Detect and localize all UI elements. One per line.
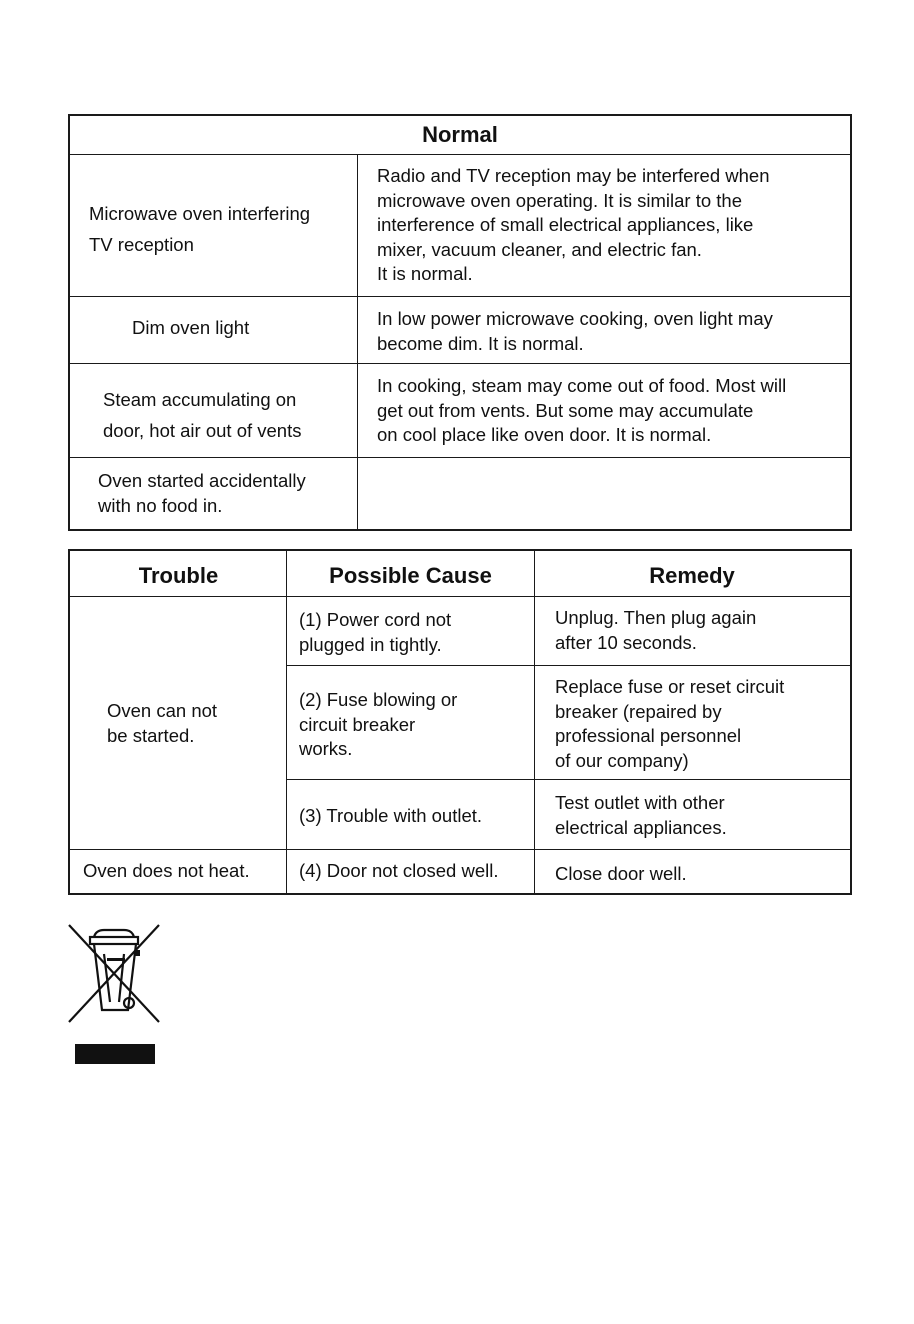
remedy-fuse: Replace fuse or reset circuit breaker (repaired by professional personnel of our company) [555,676,785,771]
normal-explanation-tv: Radio and TV reception may be interfered when microwave oven operating. It is similar to the interference of small electrical appliances, like mixer, vacuum cleaner, and electric fan. It is normal. [377,165,770,284]
normal-symptom-no-food: Oven started accidentally with no food in. [98,470,306,516]
normal-explanation-steam: In cooking, steam may come out of food. Most will get out from vents. But some may accumulate on cool place like oven door. It is normal. [377,375,787,445]
remedy-door: Close door well. [555,863,687,884]
normal-symptom-tv: Microwave oven interfering TV reception [89,203,311,255]
trouble-header: Trouble [138,563,219,588]
trouble-no-heat: Oven does not heat. [83,860,250,881]
remedy-unplug: Unplug. Then plug again after 10 seconds. [555,607,757,653]
remedy-header: Remedy [649,563,735,588]
normal-table-header: Normal [422,122,498,147]
normal-table [68,114,852,531]
weee-bar [75,1044,155,1064]
cause-header: Possible Cause [329,563,492,588]
remedy-outlet: Test outlet with other electrical appliances. [555,792,727,838]
trouble-cannot-start: Oven can not be started. [107,700,218,746]
cause-door: (4) Door not closed well. [299,860,499,881]
trouble-table [68,549,852,895]
normal-symptom-steam: Steam accumulating on door, hot air out of vents [103,389,302,441]
cause-outlet: (3) Trouble with outlet. [299,805,483,826]
cause-power-cord: (1) Power cord not plugged in tightly. [299,609,452,655]
crossed-out-wheelie-bin-icon [64,920,164,1030]
normal-symptom-light: Dim oven light [132,317,250,338]
normal-explanation-light: In low power microwave cooking, oven light may become dim. It is normal. [377,308,773,354]
cause-fuse: (2) Fuse blowing or circuit breaker works. [299,689,458,759]
